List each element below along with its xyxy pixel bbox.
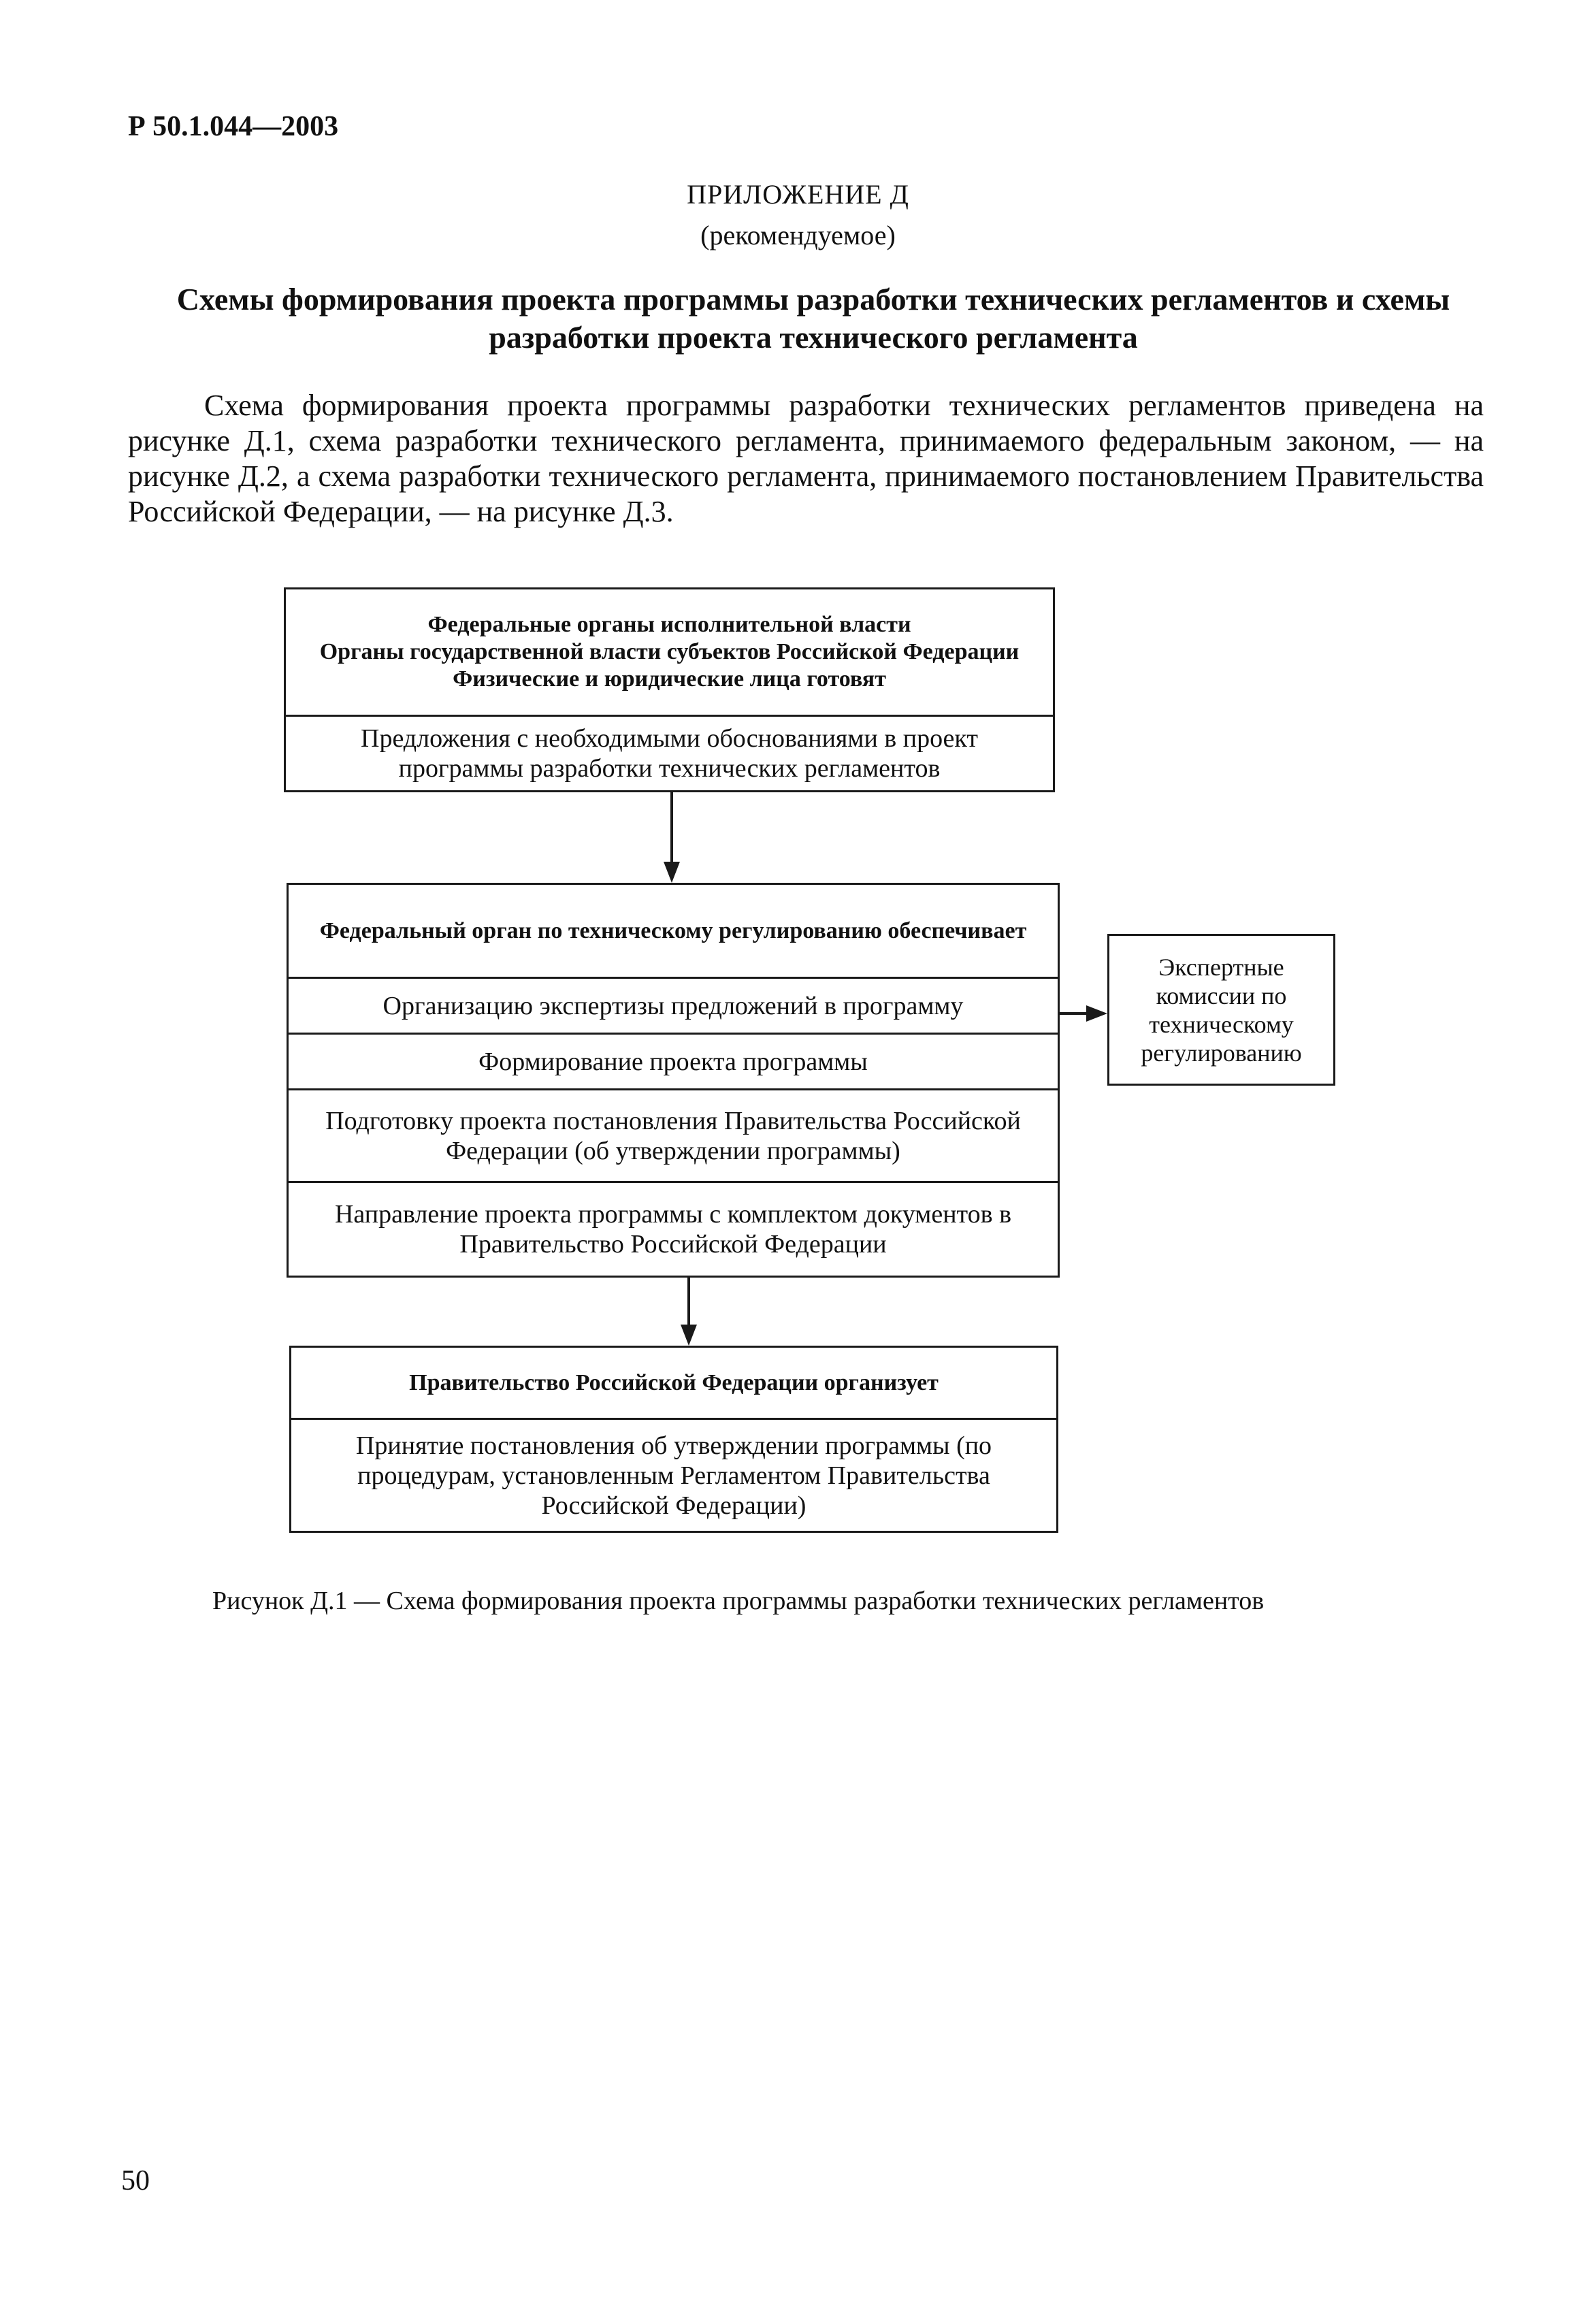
flow-box-proposals-item: Предложения с необходимыми обоснованиями в проект программы разработки технических регламентов (361, 724, 978, 783)
appendix-title: ПРИЛОЖЕНИЕ Д (687, 179, 909, 210)
header-line-individuals: Физические и юридические лица готовят (453, 666, 886, 692)
flow-box-government-item: Принятие постановления об утверждении программы (по процедурам, установленным Регламентом Правительства Российской Федерации) (355, 1431, 992, 1520)
flow-box-expert-commissions: Экспертные комиссии по техническому регулированию (1107, 934, 1335, 1086)
appendix-note: (рекомендуемое) (700, 220, 896, 250)
arrow-box2-to-box3 (681, 1278, 697, 1346)
figure-caption: Рисунок Д.1 — Схема формирования проекта программы разработки технических регламентов (212, 1587, 1265, 1615)
arrow-to-expert-commissions (1060, 1005, 1107, 1022)
header-line-regional-bodies: Органы государственной власти субъектов Российской Федерации (319, 639, 1020, 664)
document-code: Р 50.1.044—2003 (128, 111, 339, 142)
section-title-line1: Схемы формирования проекта программы разработки технических регламентов и схемы (176, 282, 1450, 317)
header-line-federal-bodies: Федеральные органы исполнительной власти (427, 612, 911, 637)
flow-box-government-header: Правительство Российской Федерации организует (291, 1348, 1056, 1420)
flow-item-resolution-draft: Подготовку проекта постановления Правительства Российской Федерации (об утверждении программы) (289, 1090, 1058, 1183)
flow-box-federal-agency-header: Федеральный орган по техническому регулированию обеспечивает (289, 885, 1058, 979)
page-number: 50 (121, 2165, 150, 2196)
flow-item-submission: Направление проекта программы с комплектом документов в Правительство Российской Федерации (334, 1200, 1012, 1259)
flow-item-expertise: Организацию экспертизы предложений в программу (289, 979, 1058, 1035)
arrow-box1-to-box2 (664, 792, 680, 883)
intro-paragraph: Схема формирования проекта программы разработки технических регламентов приведена на рисунке Д.1, схема разработки технического регламента, принимаемого федеральным законом, — на рисунке Д.2, а схема разработки технического регламента, принимаемого постановлением Правительства Российской Федерации, — на рисунке Д.3. (128, 389, 1484, 528)
flow-item-program-draft: Формирование проекта программы (289, 1035, 1058, 1090)
section-title-line2: разработки проекта технического регламента (489, 320, 1138, 355)
